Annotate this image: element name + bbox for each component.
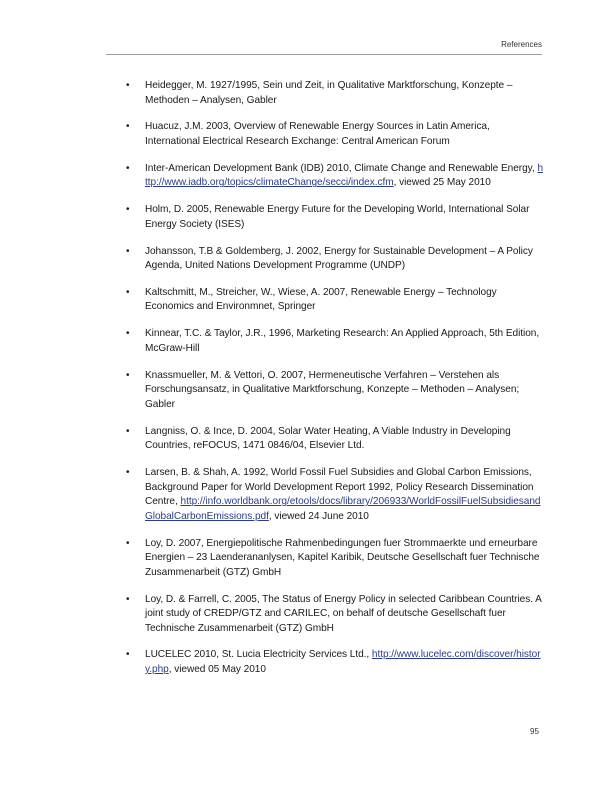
reference-text: Kinnear, T.C. & Taylor, J.R., 1996, Marketing Research: An Applied Approach, 5th Edition, McGraw-Hill — [145, 328, 540, 354]
reference-text: Larsen, B. & Shah, A. 1992, World Fossil Fuel Subsidies and Global Carbon Emissions, Background Paper for World Development Report 1992, Policy Research Dissemination Centre, — [145, 466, 534, 508]
bullet-icon: • — [126, 649, 130, 661]
reference-item — [120, 203, 544, 232]
bullet-icon: • — [126, 286, 130, 298]
reference-text: Knassmueller, M. & Vettori, O. 2007, Hermeneutische Verfahren – Verstehen als Forschungsansatz, in Qualitative Marktforschung, Konzepte – Methoden – Analysen; Gabler — [145, 369, 520, 410]
reference-link[interactable]: http://info.worldbank.org/etools/docs/library/206933/WorldFossilFuelSubsidiesandGlobalCarbonEmissions.pdf — [145, 496, 541, 522]
page-number: 95 — [530, 727, 539, 736]
reference-link[interactable]: http://www.iadb.org/topics/climateChange/secci/index.cfm — [145, 162, 544, 189]
reference-text: LUCELEC 2010, St. Lucia Electricity Services Ltd., — [145, 649, 372, 661]
bullet-icon: • — [126, 121, 130, 133]
reference-text: Inter-American Development Bank (IDB) 2010, Climate Change and Renewable Energy, — [145, 162, 538, 174]
bullet-icon: • — [126, 245, 130, 257]
bullet-icon: • — [126, 593, 130, 605]
bullet-icon: • — [126, 425, 130, 437]
reference-text: Kaltschmitt, M., Streicher, W., Wiese, A. 2007, Renewable Energy – Technology Economics and Environmnet, Springer — [145, 286, 497, 313]
reference-text-after: , viewed 24 June 2010 — [268, 510, 369, 522]
reference-text: Johansson, T.B & Goldemberg, J. 2002, Energy for Sustainable Development – A Policy Agenda, United Nations Development Programme (UNDP) — [145, 245, 533, 272]
reference-item — [120, 79, 544, 108]
running-head: References — [501, 40, 542, 49]
bullet-icon: • — [126, 162, 130, 174]
reference-text: Langniss, O. & Ince, D. 2004, Solar Water Heating, A Viable Industry in Developing Countries, reFOCUS, 1471 0846/04, Elsevier Ltd. — [145, 425, 511, 452]
reference-item — [120, 327, 544, 356]
reference-item — [120, 648, 544, 677]
bullet-icon: • — [126, 328, 130, 340]
reference-item — [120, 162, 544, 191]
reference-link[interactable]: http://www.lucelec.com/discover/history.php — [145, 649, 541, 676]
bullet-icon: • — [126, 204, 130, 216]
reference-text: Holm, D. 2005, Renewable Energy Future for the Developing World, International Solar Energy Society (ISES) — [145, 204, 530, 230]
reference-text-after: , viewed 05 May 2010 — [168, 664, 266, 676]
reference-list — [120, 79, 544, 690]
reference-item — [120, 425, 544, 454]
reference-item — [120, 593, 544, 637]
reference-item — [120, 286, 544, 315]
bullet-icon: • — [126, 466, 130, 478]
page-header — [106, 40, 542, 54]
bullet-icon: • — [126, 537, 130, 549]
reference-text: Huacuz, J.M. 2003, Overview of Renewable Energy Sources in Latin America, International Electrical Research Exchange: Central American Forum — [145, 121, 490, 147]
reference-text: Loy, D. & Farrell, C. 2005, The Status of Energy Policy in selected Caribbean Countries. A joint study of CREDP/GTZ and CARILEC, on behalf of deutsche Gesellschaft fuer Technische Zusammenarbeit (GTZ) GmbH — [145, 593, 542, 634]
reference-text-after: , viewed 25 May 2010 — [393, 177, 491, 189]
reference-text: Heidegger, M. 1927/1995, Sein und Zeit, in Qualitative Marktforschung, Konzepte – Methoden – Analysen, Gabler — [145, 80, 513, 106]
header-rule — [106, 54, 542, 55]
reference-item — [120, 120, 544, 149]
reference-item — [120, 537, 544, 581]
reference-text: Loy, D. 2007, Energiepolitische Rahmenbedingungen fuer Strommaerkte und erneurbare Energien – 23 Laenderananlysen, Kapitel Karibik, Deutsche Gesellschaft fuer Technische Zusammenarbeit (GTZ) GmbH — [145, 537, 540, 578]
reference-item — [120, 369, 544, 413]
reference-item — [120, 466, 544, 524]
bullet-icon: • — [126, 369, 130, 381]
reference-item — [120, 245, 544, 274]
bullet-icon: • — [126, 80, 130, 91]
